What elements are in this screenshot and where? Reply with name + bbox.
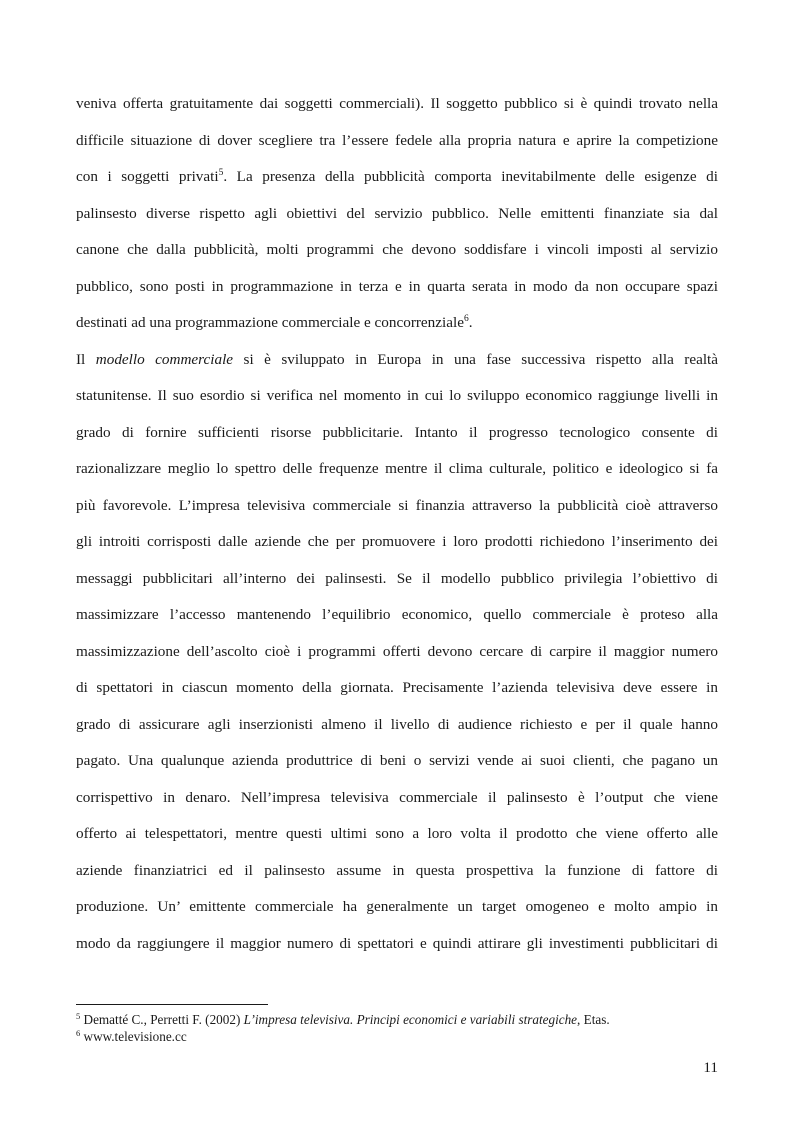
body-line: razionalizzare meglio lo spettro delle frequenze mentre il clima culturale, politico e ideologico si fa [76,460,718,477]
body-line: palinsesto diverse rispetto agli obiettivi del servizio pubblico. Nelle emittenti finanziate sia dal [76,205,718,222]
footnote-title: L’impresa televisiva. Principi economici e variabili strategiche [243,1012,578,1027]
footnote-link-text: www.televisione.cc [83,1029,187,1044]
footnote-6 [76,1029,736,1045]
body-line: messaggi pubblicitari all’interno dei palinsesti. Se il modello pubblico privilegia l’obiettivo di [76,570,718,587]
body-line: più favorevole. L’impresa televisiva commerciale si finanzia attraverso la pubblicità cioè attraverso [76,497,718,514]
footnote-5 [76,1012,736,1028]
body-text: si è sviluppato in Europa in una fase successiva rispetto alla realtà [243,351,719,368]
body-line: pubblico, sono posti in programmazione in terza e in quarta serata in modo da non occupare spazi [76,278,718,295]
footnote-number: 5 [76,1011,81,1021]
body-line: massimizzare l’accesso mantenendo l’equilibrio economico, quello commerciale è proteso alla [76,606,718,623]
body-line: grado di fornire sufficienti risorse pubblicitarie. Intanto il progresso tecnologico consente di [76,424,718,441]
body-line: produzione. Un’ emittente commerciale ha generalmente un target omogeneo e molto ampio in [76,898,718,915]
body-line: gli introiti corrisposti dalle aziende che per promuovere i loro prodotti richiedono l’inserimento dei [76,533,718,550]
body-text: . La presenza della pubblicità comporta inevitabilmente delle esigenze di [223,168,718,185]
body-line: di spettatori in ciascun momento della giornata. Precisamente l’azienda televisiva deve essere in [76,679,718,696]
footnote-divider [76,1004,268,1005]
body-line [76,350,718,370]
body-line: difficile situazione di dover scegliere tra l’essere fedele alla propria natura e aprire la competizione [76,132,718,149]
body-line-last [76,313,718,333]
footnote-ref: 5 [218,168,224,178]
body-line: modo da raggiungere il maggior numero di spettatori e quindi attirare gli investimenti pubblicitari di [76,935,718,952]
body-line [76,167,718,187]
footnote-ref: 6 [463,314,469,324]
body-text: . [468,314,473,331]
body-text: Il [76,351,86,368]
body-line: statunitense. Il suo esordio si verifica nel momento in cui lo sviluppo economico raggiunge livelli in [76,387,718,404]
footnote-number: 6 [76,1028,81,1038]
body-line: offerto ai telespettatori, mentre questi ultimi sono a loro volta il prodotto che viene offerto alle [76,825,718,842]
body-line: aziende finanziatrici ed il palinsesto assume in questa prospettiva la funzione di fattore di [76,862,718,879]
emphasis-term: modello commerciale [95,351,234,368]
body-line: pagato. Una qualunque azienda produttrice di beni o servizi vende ai suoi clienti, che pagano un [76,752,718,769]
body-text: destinati ad una programmazione commerciale e concorrenziale [76,314,464,331]
body-line: veniva offerta gratuitamente dai soggetti commerciali). Il soggetto pubblico si è quindi trovato nella [76,95,718,112]
body-line: grado di assicurare agli inserzionisti almeno il livello di audience richiesto e per il quale hanno [76,716,718,733]
page-number: 11 [703,1059,718,1076]
body-line: canone che dalla pubblicità, molti programmi che devono soddisfare i vincoli imposti al servizio [76,241,718,258]
body-line: massimizzazione dell’ascolto cioè i programmi offerti devono cercare di carpire il maggior numero [76,643,718,660]
body-text: con i soggetti privati [76,168,219,185]
body-line: corrispettivo in denaro. Nell’impresa televisiva commerciale il palinsesto è l’output che viene [76,789,718,806]
footnote-publisher: , Etas. [577,1012,610,1027]
footnote-authors: Dematté C., Perretti F. (2002) [83,1012,244,1027]
